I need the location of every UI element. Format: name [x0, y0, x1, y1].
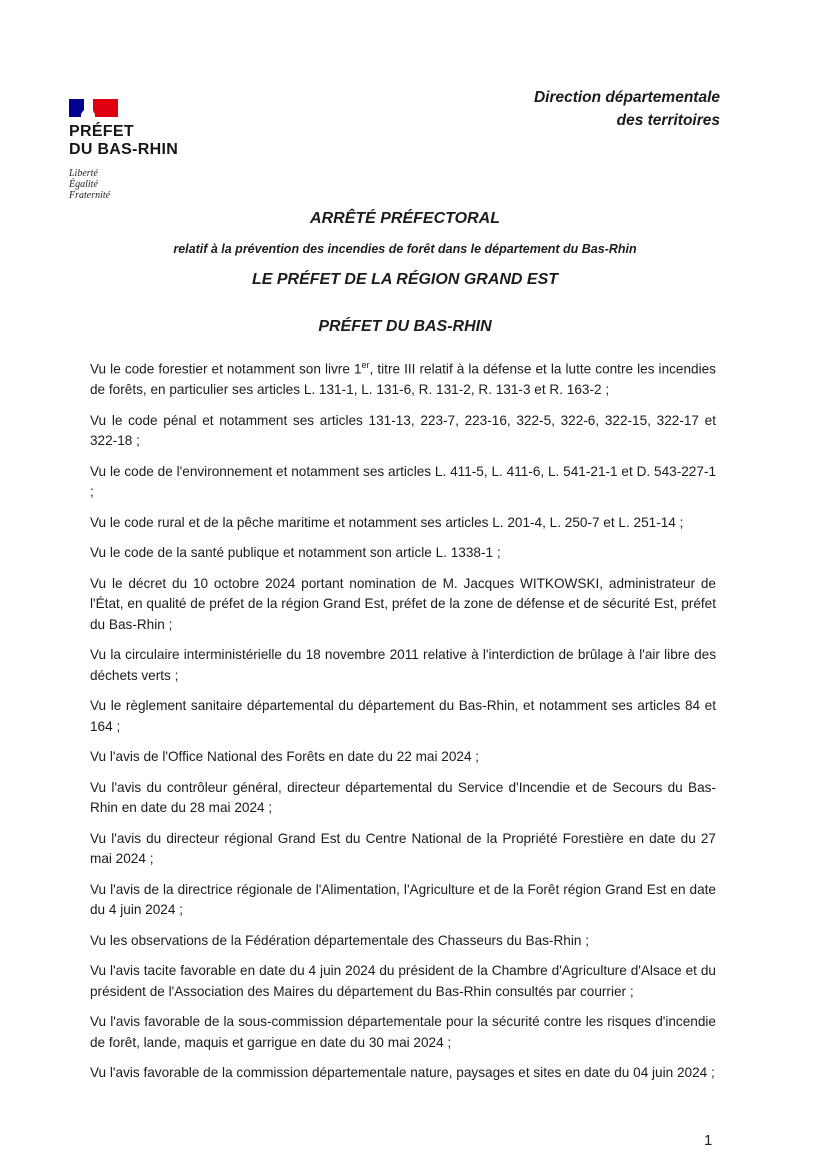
visa-item: Vu l'avis favorable de la commission départementale nature, paysages et sites en date du 04 juin 2024 ; — [90, 1065, 715, 1081]
document-subtitle: relatif à la prévention des incendies de forêt dans le département du Bas-Rhin — [173, 242, 637, 256]
prefecture-logo — [69, 99, 209, 201]
visa-item: Vu le code de la santé publique et notamment son article L. 1338-1 ; — [90, 545, 501, 561]
marianne-flag-icon — [69, 99, 118, 117]
visa-item — [90, 355, 716, 401]
document-title: ARRÊTÉ PRÉFECTORAL — [310, 210, 500, 227]
visa-item: Vu le code de l'environnement et notamment ses articles L. 411-5, L. 411-6, L. 541-21-1 et D. 543-227-1 ; — [90, 463, 716, 500]
page-number: 1 — [704, 1132, 713, 1149]
visa-item: Vu l'avis de l'Office National des Forêts en date du 22 mai 2024 ; — [90, 749, 480, 765]
prefecture-name-line1: PRÉFET — [69, 123, 134, 140]
motto-fraternite: Fraternité — [69, 190, 111, 201]
motto-liberte: Liberté — [69, 168, 98, 179]
visa-item: Vu la circulaire interministérielle du 18 novembre 2011 relative à l'interdiction de brûlage à l'air libre des déchets verts ; — [90, 647, 716, 683]
visa-item: Vu l'avis du directeur régional Grand Est du Centre National de la Propriété Forestière en date du 27 mai 2024 ; — [90, 830, 716, 867]
issuing-direction — [534, 86, 720, 132]
prefet-region-heading: LE PRÉFET DE LA RÉGION GRAND EST — [251, 271, 559, 288]
prefecture-name — [69, 123, 209, 159]
direction-line1: Direction départementale — [533, 89, 720, 106]
visa-item: Vu le code pénal et notamment ses articles 131-13, 223-7, 223-16, 322-5, 322-6, 322-15, 322-17 et 322-18 ; — [90, 412, 716, 449]
visa-text-end: , titre III relatif à la défense et la lutte contre les incendies de forêts, en particulier ses articles L. 131-1, L. 131-6, R. 131-2, R. 131-3 et R. 163-2 ; — [90, 361, 716, 398]
direction-line2: des territoires — [616, 112, 720, 129]
prefet-dept-heading: PRÉFET DU BAS-RHIN — [318, 318, 492, 335]
visa-item: Vu l'avis du contrôleur général, directeur départemental du Service d'Incendie et de Secours du Bas-Rhin en date du 28 mai 2024 ; — [90, 779, 716, 816]
visa-item: Vu le décret du 10 octobre 2024 portant nomination de M. Jacques WITKOWSKI, administrateur de l'État, en qualité de préfet de la région Grand Est, préfet de la zone de défense et de sécurité Est, préfet du Bas-Rhin ; — [90, 575, 716, 632]
republic-motto — [69, 168, 209, 201]
prefecture-name-line2: DU BAS-RHIN — [69, 141, 179, 158]
visa-item: Vu le règlement sanitaire départemental du département du Bas-Rhin, et notamment ses articles 84 et 164 ; — [90, 698, 716, 734]
visa-list — [90, 355, 716, 1094]
visa-item: Vu l'avis favorable de la sous-commission départementale pour la sécurité contre les risques d'incendie de forêt, lande, maquis et garrigue en date du 30 mai 2024 ; — [90, 1014, 716, 1050]
visa-superscript: er — [361, 360, 370, 370]
visa-item: Vu l'avis de la directrice régionale de l'Alimentation, l'Agriculture et de la Forêt région Grand Est en date du 4 juin 2024 ; — [90, 881, 716, 918]
motto-egalite: Égalité — [69, 179, 98, 190]
visa-text-start: Vu le code forestier et notamment son livre 1 — [90, 361, 362, 377]
visa-item: Vu le code rural et de la pêche maritime et notamment ses articles L. 201-4, L. 250-7 et L. 251-14 ; — [90, 514, 684, 530]
visa-item: Vu les observations de la Fédération départementale des Chasseurs du Bas-Rhin ; — [90, 932, 589, 948]
visa-item: Vu l'avis tacite favorable en date du 4 juin 2024 du président de la Chambre d'Agriculture d'Alsace et du président de l'Association des Maires du département du Bas-Rhin consultés par courrier ; — [90, 963, 716, 999]
